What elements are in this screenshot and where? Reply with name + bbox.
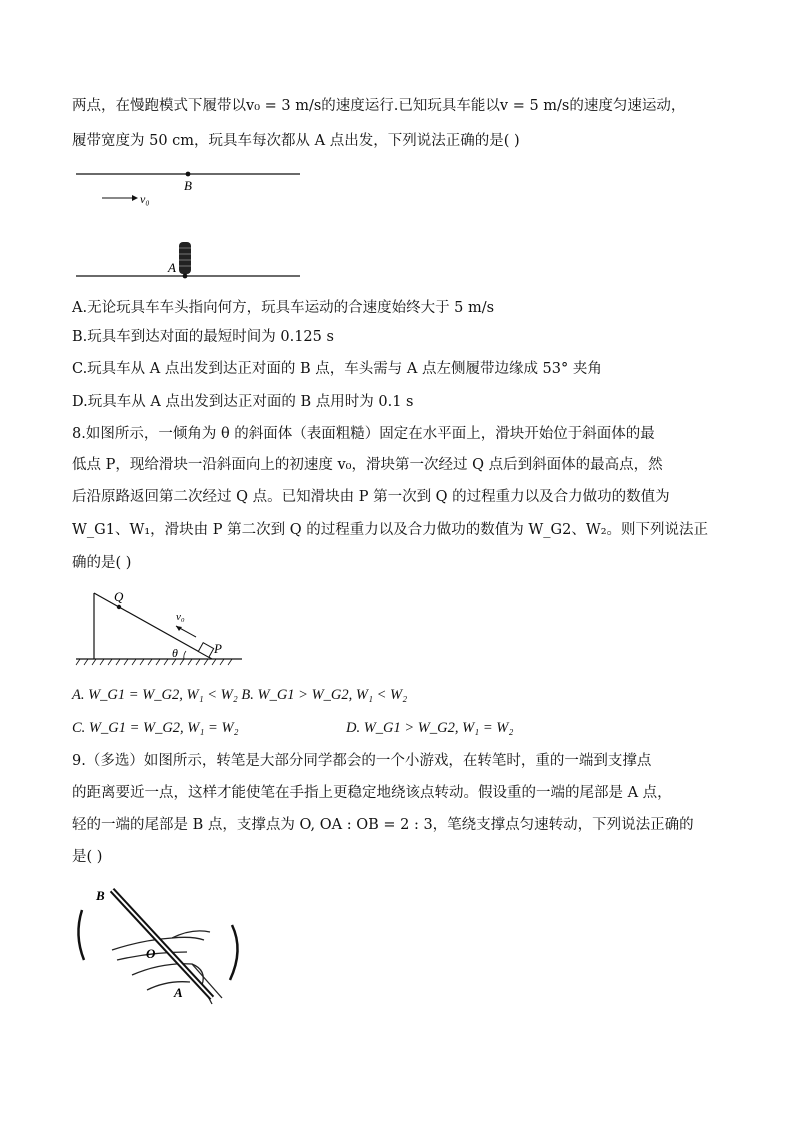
q8-option-a-b: A. W_G1 = W_G2, W₁ < W₂ B. W_G1 > W_G2, W₁ < W₂ bbox=[72, 687, 408, 703]
q7-option-a: A.无论玩具车车头指向何方，玩具车运动的合速度始终大于 5 m/s bbox=[72, 300, 495, 316]
q8-label-theta: θ bbox=[172, 646, 178, 660]
q8-text-line-1: 8.如图所示，一倾角为 θ 的斜面体（表面粗糙）固定在水平面上，滑块开始位于斜面体的最 bbox=[72, 426, 655, 442]
q8-label-v0: v₀ bbox=[176, 611, 185, 623]
toy-car-icon bbox=[179, 242, 191, 274]
q9-text-line-1: 9.（多选）如图所示，转笔是大部分同学都会的一个小游戏，在转笔时，重的一端到支撑点 bbox=[72, 753, 652, 769]
q7-option-d: D.玩具车从 A 点出发到达正对面的 B 点用时为 0.1 s bbox=[72, 394, 414, 410]
q9-text-line-3: 轻的一端的尾部是 B 点，支撑点为 O, OA : OB = 2 : 3，笔绕支撑点匀速转动，下列说法正确的 bbox=[72, 817, 694, 833]
q7-option-b: B.玩具车到达对面的最短时间为 0.125 s bbox=[72, 329, 334, 345]
q7-option-c: C.玩具车从 A 点出发到达正对面的 B 点，车头需与 A 点左侧履带边缘成 53° 夹角 bbox=[72, 361, 602, 377]
q8-label-p: P bbox=[214, 641, 222, 656]
q9-text-line-4: 是( ) bbox=[72, 849, 103, 865]
q7-label-a: A bbox=[168, 260, 176, 275]
q7-label-v0: v₀ bbox=[140, 192, 150, 206]
q9-text-line-2: 的距离要近一点，这样才能使笔在手指上更稳定地绕该点转动。假设重的一端的尾部是 A 点， bbox=[72, 785, 672, 801]
q7-text-line-1: 两点，在慢跑模式下履带以v₀ = 3 m/s的速度运行.已知玩具车能以v = 5 m/s的速度匀速运动， bbox=[72, 98, 686, 114]
q8-option-c: C. W_G1 = W_G2, W₁ = W₂ bbox=[72, 720, 239, 736]
q9-label-o: O bbox=[146, 946, 156, 961]
q8-option-d: D. W_G1 > W_G2, W₁ = W₂ bbox=[346, 720, 514, 736]
pen-icon bbox=[112, 890, 212, 998]
q9-label-a: A bbox=[174, 985, 183, 1000]
q7-figure-conveyor bbox=[72, 162, 312, 282]
q8-text-line-5: 确的是( ) bbox=[72, 555, 132, 571]
q8-text-line-4: W_G1、W₁，滑块由 P 第二次到 Q 的过程重力以及合力做功的数值为 W_G2、W₂。则下列说法正 bbox=[72, 522, 709, 538]
q7-label-b: B bbox=[184, 178, 192, 193]
q9-label-b: B bbox=[96, 888, 105, 903]
q7-text-line-2: 履带宽度为 50 cm，玩具车每次都从 A 点出发，下列说法正确的是( ) bbox=[72, 133, 520, 149]
q8-text-line-2: 低点 P，现给滑块一沿斜面向上的初速度 v₀，滑块第一次经过 Q 点后到斜面体的最高点，然 bbox=[72, 457, 663, 473]
q9-figure-pen-spinning bbox=[72, 880, 252, 1005]
q8-figure-incline bbox=[72, 585, 252, 670]
q8-label-q: Q bbox=[114, 589, 124, 604]
q8-text-line-3: 后沿原路返回第二次经过 Q 点。已知滑块由 P 第一次到 Q 的过程重力以及合力做功的数值为 bbox=[72, 489, 670, 505]
